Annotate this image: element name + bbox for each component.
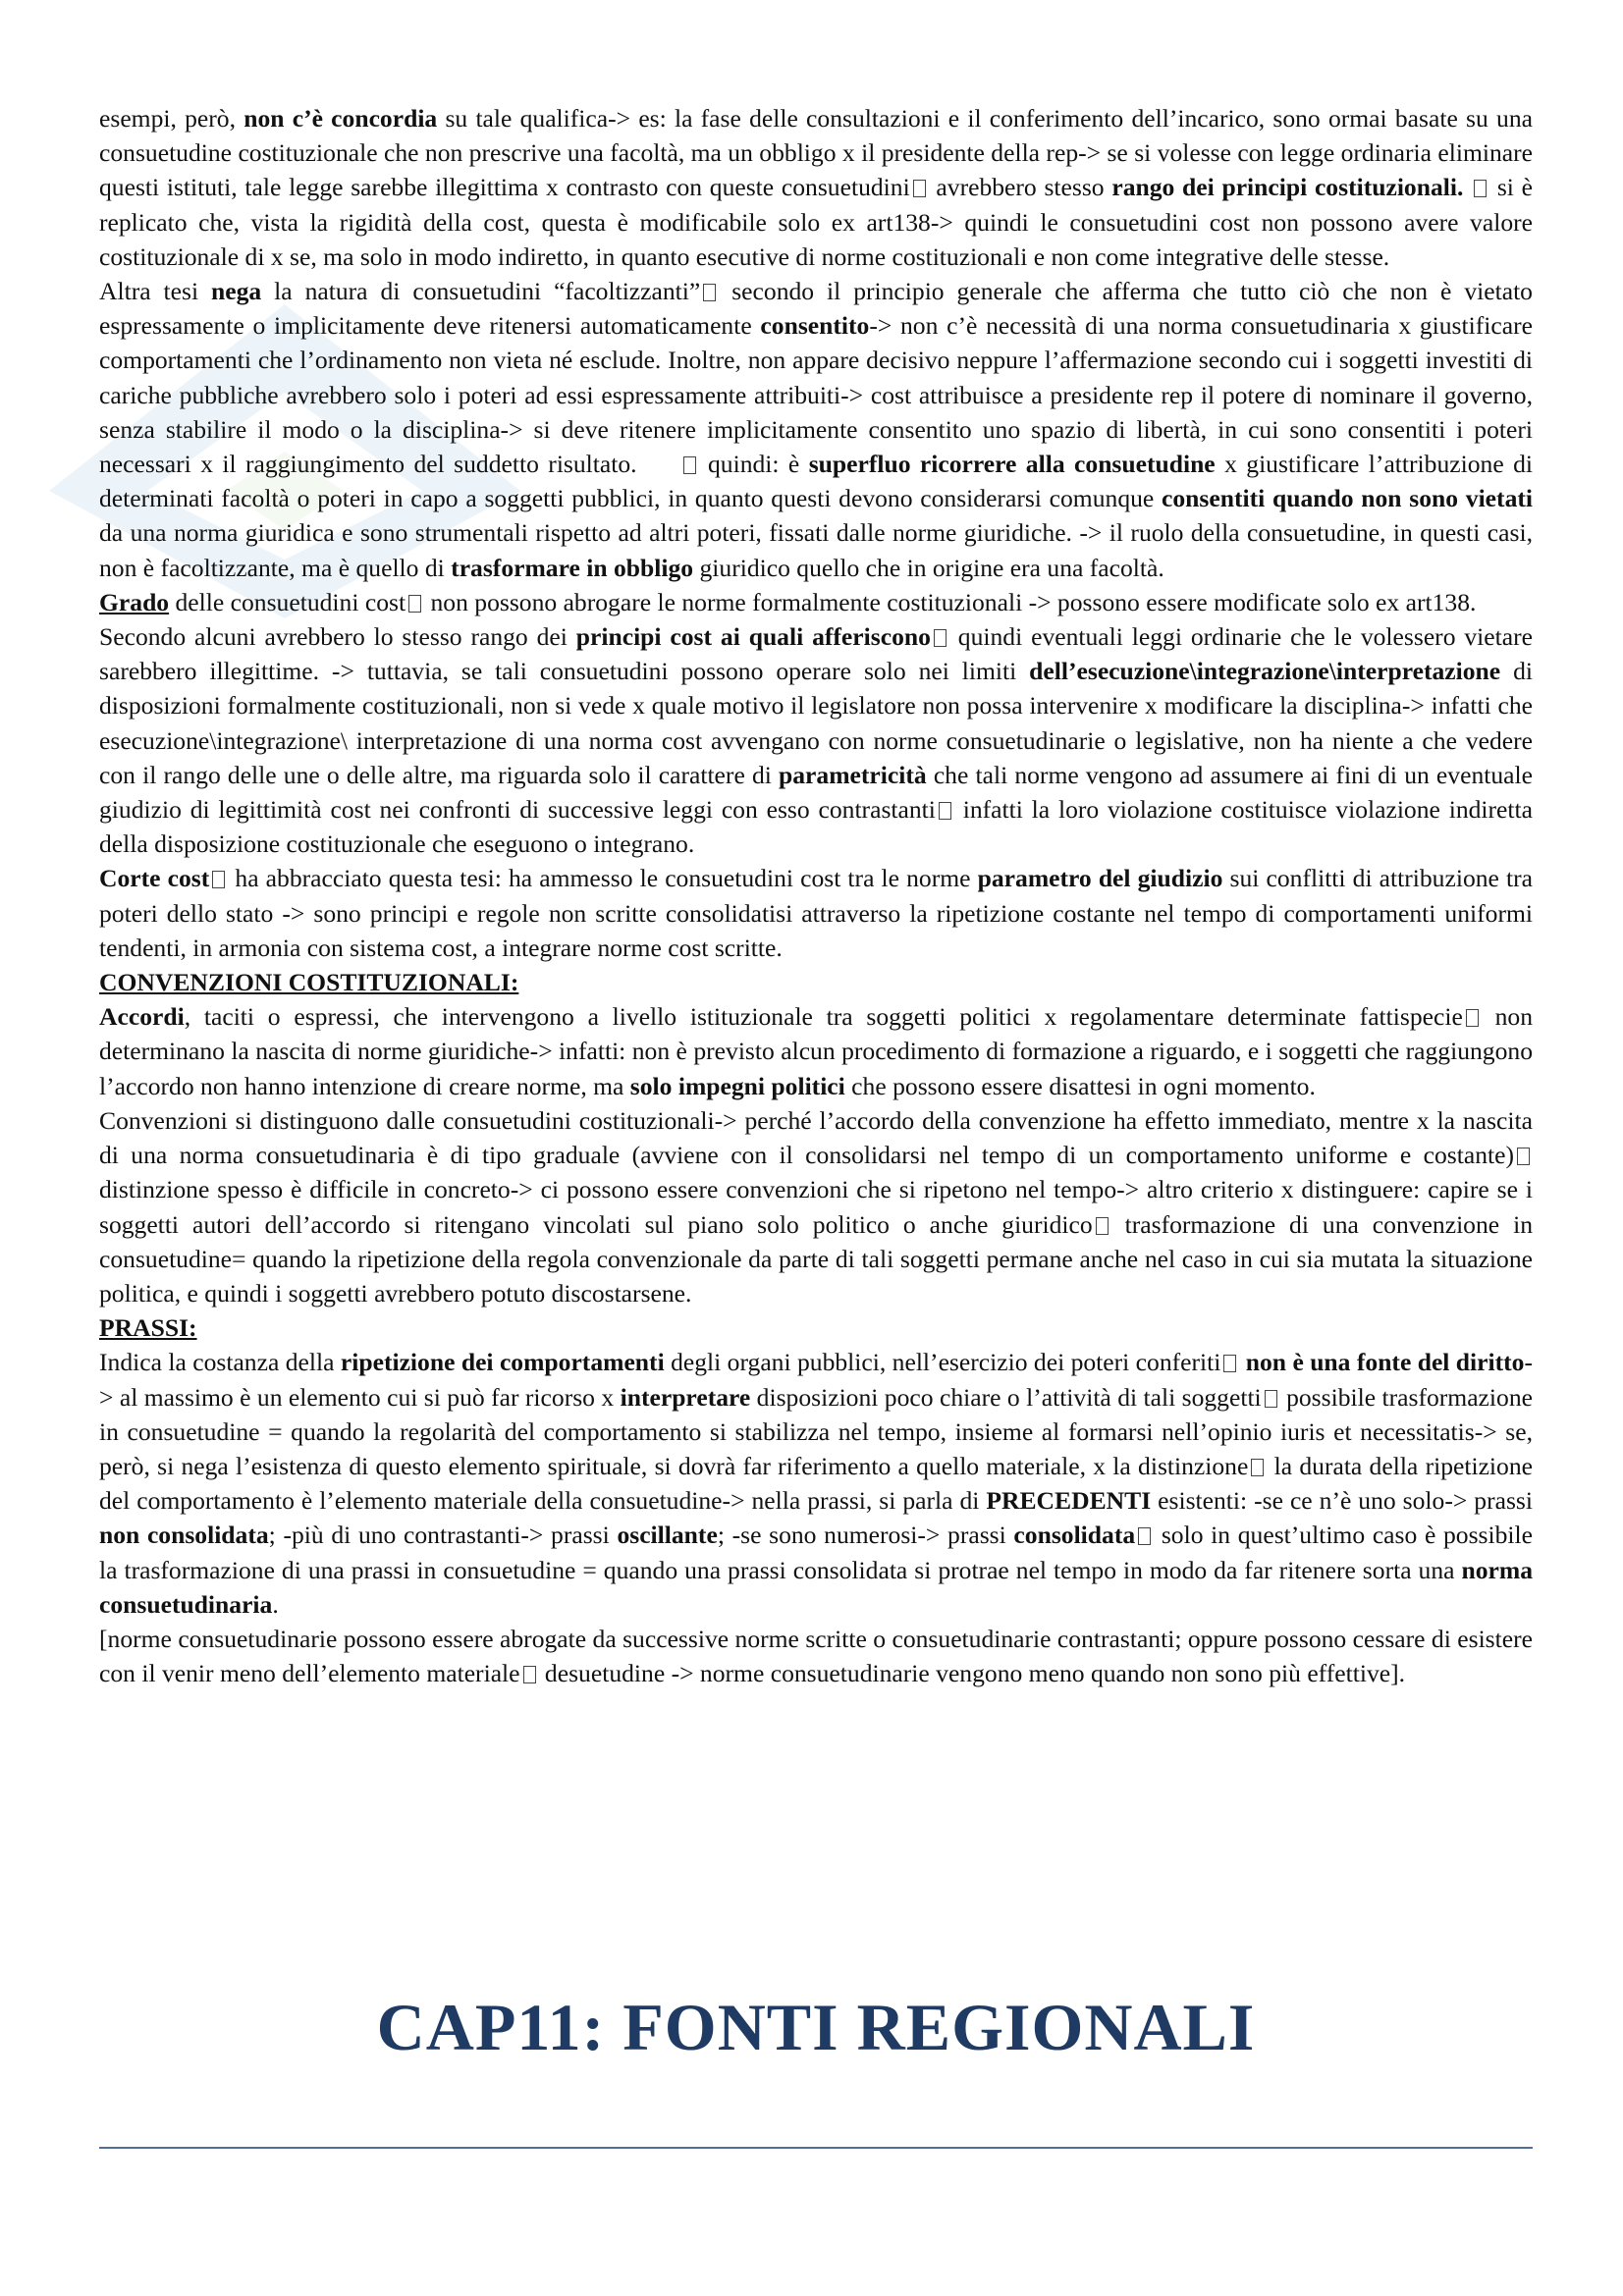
missing-glyph-icon	[703, 284, 716, 301]
paragraph: Accordi, taciti o espressi, che intervengono a livello istituzionale tra soggetti politici x regolamentare determinate fattispecie non determinano la nascita di norme giuridiche-> infatti: non è previsto alcun procedimento di formazione a riguardo, e i soggetti che raggiungono l’accordo non hanno intenzione di creare norme, ma solo impegni politici che possono essere disattesi in ogni momento.	[99, 1002, 1533, 1100]
paragraph: Grado delle consuetudini cost non possono abrogare le norme formalmente costituzionali -> possono essere modificate solo ex art138.	[99, 587, 1477, 616]
missing-glyph-icon	[523, 1666, 536, 1683]
section-heading: PRASSI:	[99, 1313, 197, 1343]
missing-glyph-icon	[212, 871, 225, 888]
missing-glyph-icon	[1096, 1217, 1109, 1235]
section-heading: CONVENZIONI COSTITUZIONALI:	[99, 968, 519, 997]
missing-glyph-icon	[934, 629, 947, 647]
missing-glyph-icon	[939, 802, 951, 820]
document-body	[99, 101, 1533, 1690]
paragraph: Altra tesi nega la natura di consuetudini “facoltizzanti” secondo il principio generale che afferma che tutto ciò che non è vietato espressamente o implicitamente deve ritenersi automaticamente consentito-> non c’è necessità di una norma consuetudinaria x giustificare comportamenti che l’ordinamento non vieta né esclude. Inoltre, non appare decisivo neppure l’affermazione secondo cui i soggetti investiti di cariche pubbliche avrebbero solo i poteri ad essi espressamente attribuiti-> cost attribuisce a presidente rep il potere di nominare il governo, senza stabilire il modo o la disciplina-> si deve ritenere implicitamente consentito uno spazio di libertà, in cui sono consentiti i poteri necessari x il raggiungimento del suddetto risultato. quindi: è superfluo ricorrere alla consuetudine x giustificare l’attribuzione di determinati facoltà o poteri in capo a soggetti pubblici, in quanto questi devono considerarsi comunque consentiti quando non sono vietati da una norma giuridica e sono strumentali rispetto ad altri poteri, fissati dalle norme giuridiche. -> il ruolo della consuetudine, in questi casi, non è facoltizzante, ma è quello di trasformare in obbligo giuridico quello che in origine era una facoltà.	[99, 277, 1533, 582]
missing-glyph-icon	[1223, 1355, 1236, 1372]
missing-glyph-icon	[913, 180, 926, 197]
missing-glyph-icon	[1474, 180, 1487, 197]
missing-glyph-icon	[683, 456, 696, 474]
chapter-divider	[99, 2147, 1533, 2149]
paragraph: Secondo alcuni avrebbero lo stesso rango dei principi cost ai quali afferiscono quindi eventuali leggi ordinarie che le volessero vietare sarebbero illegittime. -> tuttavia, se tali consuetudini possono operare solo nei limiti dell’esecuzione\integrazione\interpretazione di disposizioni formalmente costituzionali, non si vede x quale motivo il legislatore non possa intervenire x modificare la disciplina-> infatti che esecuzione\integrazione\ interpretazione di una norma cost avvengano con norme consuetudinarie o legislative, non ha niente a che vedere con il rango delle une o delle altre, ma riguarda solo il carattere di parametricità che tali norme vengono ad assumere ai fini di un eventuale giudizio di legittimità cost nei confronti di successive leggi con esso contrastanti infatti la loro violazione costituisce violazione indiretta della disposizione costituzionale che eseguono o integrano.	[99, 622, 1533, 859]
missing-glyph-icon	[408, 595, 421, 613]
paragraph: Corte cost ha abbracciato questa tesi: ha ammesso le consuetudini cost tra le norme parametro del giudizio sui conflitti di attribuzione tra poteri dello stato -> sono principi e regole non scritte consolidatisi attraverso la ripetizione costante nel tempo di comportamenti uniformi tendenti, in armonia con sistema cost, a integrare norme cost scritte.	[99, 864, 1534, 962]
chapter-title: CAP11: FONTI REGIONALI	[376, 1990, 1256, 2064]
missing-glyph-icon	[1251, 1459, 1264, 1476]
paragraph: esempi, però, non c’è concordia su tale qualifica-> es: la fase delle consultazioni e il conferimento dell’incarico, sono ormai basate su una consuetudine costituzionale che non prescrive una facoltà, ma un obbligo x il presidente della rep-> se si volesse con legge ordinaria eliminare questi istituti, tale legge sarebbe illegittima x contrasto con queste consuetudini avrebbero stesso rango dei principi costituzionali. si è replicato che, vista la rigidità della cost, questa è modificabile solo ex art138-> quindi le consuetudini cost non possono avere valore costituzionale di x se, ma solo in modo indiretto, in quanto esecutive di norme costituzionali e non come integrative delle stesse.	[99, 104, 1533, 271]
missing-glyph-icon	[1265, 1390, 1277, 1408]
paragraph: [norme consuetudinarie possono essere abrogate da successive norme scritte o consuetudinarie contrastanti; oppure possono cessare di esistere con il venir meno dell’elemento materiale desuetudine -> norme consuetudinarie vengono meno quando non sono più effettive].	[99, 1624, 1533, 1688]
missing-glyph-icon	[1517, 1148, 1530, 1165]
paragraph: Indica la costanza della ripetizione dei comportamenti degli organi pubblici, nell’esercizio dei poteri conferiti non è una fonte del diritto-> al massimo è un elemento cui si può far ricorso x interpretare disposizioni poco chiare o l’attività di tali soggetti possibile trasformazione in consuetudine = quando la regolarità del comportamento si stabilizza nel tempo, insieme al formarsi nell’opinio iuris et necessitatis-> se, però, si nega l’esistenza di questo elemento spirituale, si dovrà far riferimento a quello materiale, x la distinzione la durata della ripetizione del comportamento è l’elemento materiale della consuetudine-> nella prassi, si parla di PRECEDENTI esistenti: -se ce n’è uno solo-> prassi non consolidata; -più di uno contrastanti-> prassi oscillante; -se sono numerosi-> prassi consolidata solo in quest’ultimo caso è possibile la trasformazione di una prassi in consuetudine = quando una prassi consolidata si protrae nel tempo in modo da far ritenere sorta una norma consuetudinaria.	[99, 1348, 1534, 1619]
paragraph: Convenzioni si distinguono dalle consuetudini costituzionali-> perché l’accordo della convenzione ha effetto immediato, mentre x la nascita di una norma consuetudinaria è di tipo graduale (avviene con il consolidarsi nel tempo di un comportamento uniforme e costante) distinzione spesso è difficile in concreto-> ci possono essere convenzioni che si ripetono nel tempo-> altro criterio x distinguere: capire se i soggetti autori dell’accordo si ritengano vincolati sul piano solo politico o anche giuridico trasformazione di una convenzione in consuetudine= quando la ripetizione della regola convenzionale da parte di tali soggetti permane anche nel caso in cui sia mutata la situazione politica, e quindi i soggetti avrebbero potuto discostarsene.	[99, 1105, 1533, 1308]
missing-glyph-icon	[1466, 1009, 1479, 1027]
missing-glyph-icon	[1138, 1527, 1151, 1545]
